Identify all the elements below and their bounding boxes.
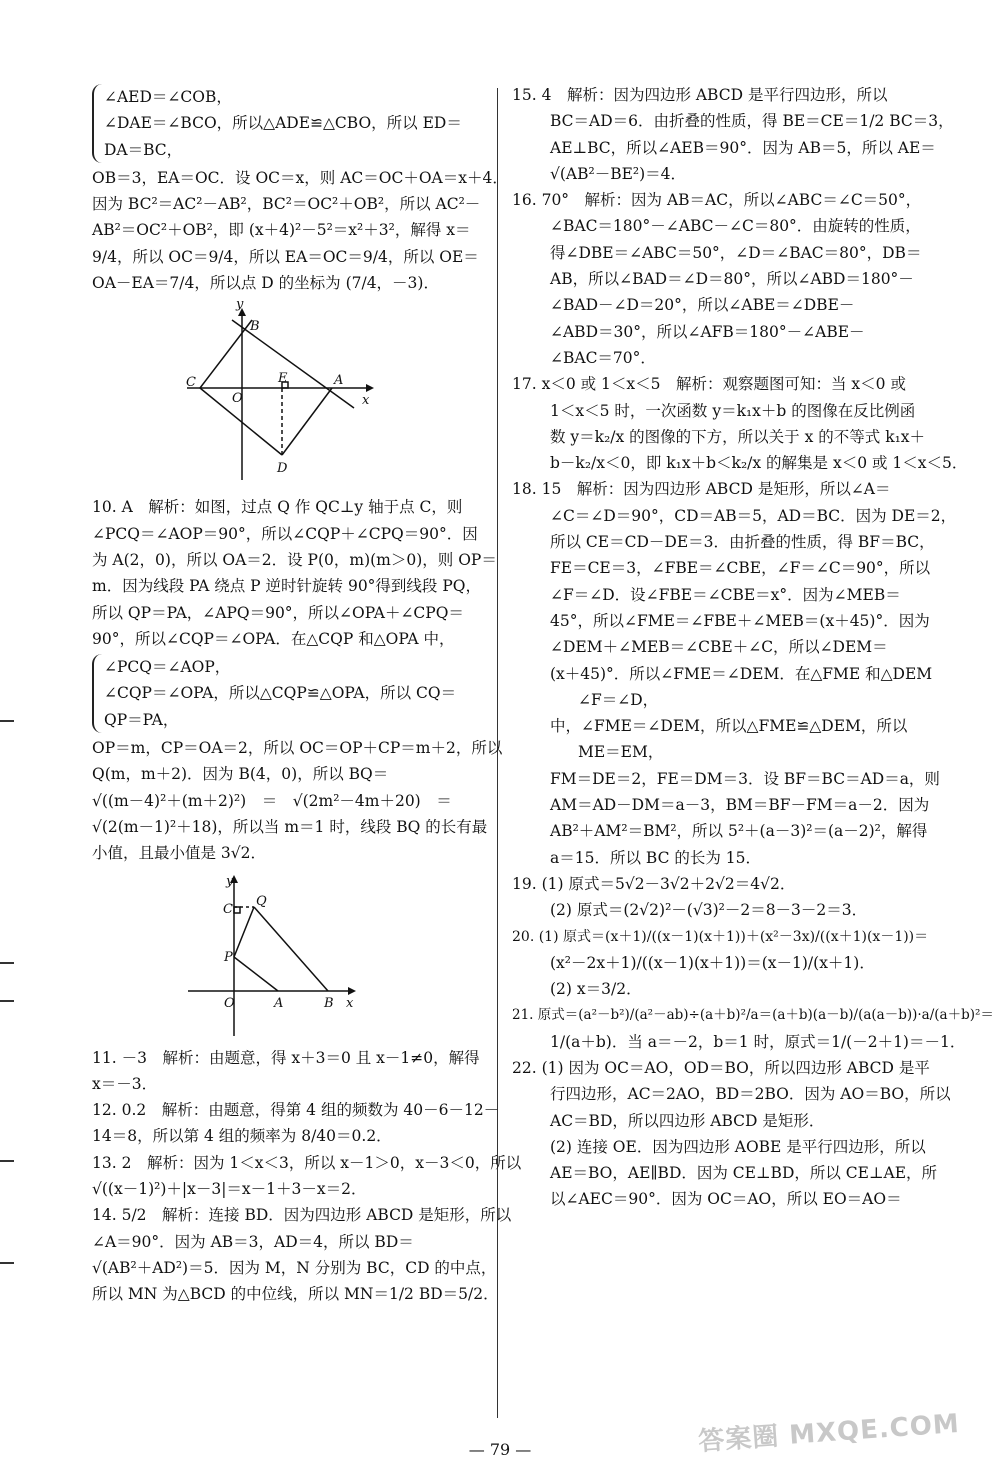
label-E: E xyxy=(278,371,288,387)
watermark: 答案圈 MXQE.COM xyxy=(697,1408,961,1458)
label-B: B xyxy=(324,995,334,1011)
label-C: C xyxy=(223,901,233,917)
text-line: AE＝BO，AE∥BD．因为 CE⊥BD，所以 CE⊥AE，所 xyxy=(550,1164,938,1183)
text-line: BC＝AD＝6．由折叠的性质，得 BE＝CE＝1/2 BC＝3， xyxy=(550,112,954,131)
text-line: 以∠AEC＝90°．因为 OC＝AO，所以 EO＝AO＝ xyxy=(550,1190,902,1209)
text-line: 90°，所以∠CQP＝∠OPA．在△CQP 和△OPA 中， xyxy=(92,629,455,648)
question-14-line: 14. 5/2 解析：连接 BD．因为四边形 ABCD 是矩形，所以 xyxy=(92,1206,512,1225)
label-x: x xyxy=(362,393,370,409)
text-line: ∠DAE＝∠BCO，所以△ADE≌△CBO，所以 ED＝ xyxy=(104,114,462,133)
segment-DA xyxy=(282,388,332,455)
text-line: 数 y＝k₂/x 的图像的下方，所以关于 x 的不等式 k₁x＋ xyxy=(550,427,926,446)
question-10-line: 10. A 解析：如图，过点 Q 作 QC⊥y 轴于点 C，则 xyxy=(92,498,463,517)
text-line: ∠ABD＝30°，所以∠AFB＝180°－∠ABE－ xyxy=(550,322,865,341)
text-line: 1＜x＜5 时，一次函数 y＝k₁x＋b 的图像在反比例函 xyxy=(550,401,916,420)
text-line: Q(m，m＋2)．因为 B(4，0)，所以 BQ＝ xyxy=(92,765,389,784)
label-y: y xyxy=(226,873,234,889)
segment-PA xyxy=(234,957,278,991)
question-12-line: 12. 0.2 解析：由题意，得第 4 组的频数为 40－6－12－ xyxy=(92,1101,500,1120)
text-line: ∠DEM＋∠MEB＝∠CBE＋∠C，所以∠DEM＝ xyxy=(550,638,888,657)
text-line: ∠CQP＝∠OPA，所以△CQP≌△OPA，所以 CQ＝ xyxy=(104,684,457,703)
text-line: QP＝PA， xyxy=(104,710,179,729)
text-line: 得∠DBE＝∠ABC＝50°，∠D＝∠BAC＝80°，DB＝ xyxy=(550,243,922,262)
figure-coordinate-diagram-2 xyxy=(92,871,484,1041)
segment-QB xyxy=(254,907,328,991)
text-line: (2) 连接 OE．因为四边形 AOBE 是平行四边形，所以 xyxy=(550,1137,926,1156)
text-line: ∠F＝∠D．设∠FBE＝∠CBE＝x°．因为∠MEB＝ xyxy=(550,585,901,604)
text-line: 9/4，所以 OC＝9/4，所以 EA＝OC＝9/4，所以 OE＝ xyxy=(92,247,479,266)
question-11-line: 11. －3 解析：由题意，得 x＋3＝0 且 x－1≠0，解得 xyxy=(92,1048,480,1067)
margin-mark xyxy=(0,720,14,722)
text-line: FE＝CE＝3，∠FBE＝∠CBE，∠F＝∠C＝90°，所以 xyxy=(550,559,931,578)
label-O: O xyxy=(232,391,243,407)
text-line: OP＝m，CP＝OA＝2，所以 OC＝OP＋CP＝m＋2，所以 xyxy=(92,739,503,758)
text-line: ∠BAC＝180°－∠ABC－∠C＝80°．由旋转的性质， xyxy=(550,217,921,236)
text-line: ∠BAC＝70°． xyxy=(550,348,656,367)
left-column xyxy=(92,82,522,1308)
label-A: A xyxy=(334,373,344,389)
margin-mark xyxy=(0,1262,14,1264)
text-line: √(AB²－BE²)＝4． xyxy=(550,164,687,183)
text-line: FM＝DE＝2，FE＝DM＝3．设 BF＝BC＝AD＝a，则 xyxy=(550,769,940,788)
label-P: P xyxy=(224,949,233,965)
x-axis-arrow xyxy=(366,384,374,392)
congruence-brace-1 xyxy=(92,84,484,163)
x-axis-arrow xyxy=(348,987,356,995)
margin-mark xyxy=(0,1160,14,1162)
margin-mark xyxy=(0,962,14,964)
text-line: AE⊥BC，所以∠AEB＝90°．因为 AB＝5，所以 AE＝ xyxy=(550,138,936,157)
question-20-line: 20. (1) 原式＝(x＋1)/((x－1)(x＋1))＋(x²－3x)/((x＋1)(x－1))＝ xyxy=(512,928,929,945)
label-A: A xyxy=(274,995,284,1011)
text-line: 所以 MN 为△BCD 的中位线，所以 MN＝1/2 BD＝5/2． xyxy=(92,1285,499,1304)
text-line: x＝－3． xyxy=(92,1074,158,1093)
label-B: B xyxy=(250,319,260,335)
text-line: 所以 CE＝CD－DE＝3．由折叠的性质，得 BF＝BC， xyxy=(550,533,935,552)
question-15-line: 15. 4 解析：因为四边形 ABCD 是平行四边形，所以 xyxy=(512,86,888,104)
label-D: D xyxy=(277,461,288,477)
text-line: ∠PCQ＝∠AOP＝90°，所以∠CQP＋∠CPQ＝90°．因 xyxy=(92,524,478,543)
text-line: √((m－4)²＋(m＋2)²) ＝ √(2m²－4m＋20) ＝ xyxy=(92,791,452,810)
label-Q: Q xyxy=(256,893,267,909)
text-line: ∠PCQ＝∠AOP， xyxy=(104,658,231,677)
question-22-line: 22. (1) 因为 OC＝AO，OD＝BO，所以四边形 ABCD 是平 xyxy=(512,1058,930,1077)
text-line: √(2(m－1)²＋18)，所以当 m＝1 时，线段 BQ 的长有最 xyxy=(92,817,488,836)
text-line: a＝15．所以 BC 的长为 15． xyxy=(550,848,762,867)
question-21-line: 21. 原式＝(a²－b²)/(a²－ab)÷(a＋b)²/a＝(a＋b)(a－b)/(a(a－b))·a/(a＋b)²＝ xyxy=(512,1007,994,1024)
text-line: ∠F＝∠D， xyxy=(578,690,659,709)
text-line: 行四边形，AC＝2AO，BD＝2BO．因为 AO＝BO，所以 xyxy=(550,1085,951,1104)
text-line: b－k₂/x＜0，即 k₁x＋b＜k₂/x 的解集是 x＜0 或 1＜x＜5． xyxy=(550,454,968,473)
text-line: 14＝8，所以第 4 组的频率为 8/40＝0.2． xyxy=(92,1127,392,1146)
label-x: x xyxy=(346,995,354,1011)
text-line: ∠A＝90°．因为 AB＝3，AD＝4，所以 BD＝ xyxy=(92,1232,414,1251)
text-line: OB＝3，EA＝OC．设 OC＝x，则 AC＝OC＋OA＝x＋4． xyxy=(92,168,508,187)
text-line: ∠C＝∠D＝90°，CD＝AB＝5，AD＝BC．因为 DE＝2， xyxy=(550,506,957,525)
question-18-line: 18. 15 解析：因为四边形 ABCD 是矩形，所以∠A＝ xyxy=(512,480,891,499)
page-number: — 79 — xyxy=(468,1440,532,1459)
text-line: DA＝BC， xyxy=(104,140,183,159)
text-line: 所以 QP＝PA，∠APQ＝90°，所以∠OPA＋∠CPQ＝ xyxy=(92,603,464,622)
text-line: 因为 BC²＝AC²－AB²，BC²＝OC²＋OB²，所以 AC²－ xyxy=(92,195,481,214)
text-line: (2) 原式＝(2√2)²－(√3)²－2＝8－3－2＝3． xyxy=(550,901,868,920)
question-16-line: 16. 70° 解析：因为 AB＝AC，所以∠ABC＝∠C＝50°， xyxy=(512,191,922,210)
text-line: AB²＋AM²＝BM²，所以 5²＋(a－3)²＝(a－2)²，解得 xyxy=(550,822,928,841)
text-line: √(AB²＋AD²)＝5．因为 M，N 分别为 BC，CD 的中点， xyxy=(92,1258,497,1277)
text-line: ∠AED＝∠COB， xyxy=(104,88,232,106)
text-line: AB²＝OC²＋OB²，即 (x＋4)²－5²＝x²＋3²，解得 x＝ xyxy=(92,221,471,240)
text-line: 小值，且最小值是 3√2． xyxy=(92,844,267,863)
label-y: y xyxy=(236,297,244,313)
text-line: AM＝AD－DM＝a－3，BM＝BF－FM＝a－2．因为 xyxy=(550,796,930,815)
text-line: √((x－1)²)＋|x－3|＝x－1＋3－x＝2． xyxy=(92,1180,367,1199)
text-line: 45°，所以∠FME＝∠FBE＋∠MEB＝(x＋45)°．因为 xyxy=(550,611,930,630)
label-O: O xyxy=(224,995,235,1011)
right-column xyxy=(512,82,994,1213)
margin-mark xyxy=(0,1000,14,1002)
text-line: (x²－2x＋1)/((x－1)(x＋1))＝(x－1)/(x＋1)． xyxy=(550,953,875,972)
question-13-line: 13. 2 解析：因为 1＜x＜3，所以 x－1＞0，x－3＜0，所以 xyxy=(92,1153,522,1172)
question-17-line: 17. x＜0 或 1＜x＜5 解析：观察题图可知：当 x＜0 或 xyxy=(512,375,906,394)
text-line: OA－EA＝7/4，所以点 D 的坐标为 (7/4，－3)． xyxy=(92,274,439,293)
text-line: AB，所以∠BAD＝∠D＝80°，所以∠ABD＝180°－ xyxy=(550,270,914,289)
text-line: m．因为线段 PA 绕点 P 逆时针旋转 90°得到线段 PQ， xyxy=(92,577,481,596)
text-line: 1/(a＋b)．当 a＝－2，b＝1 时，原式＝1/(－2＋1)＝－1． xyxy=(550,1032,966,1051)
text-line: ME＝EM， xyxy=(578,743,664,762)
text-line: AC＝BD，所以四边形 ABCD 是矩形． xyxy=(550,1111,825,1130)
text-line: (2) x＝3/2． xyxy=(550,980,642,999)
congruence-brace-2 xyxy=(92,654,484,733)
text-line: ∠BAD－∠D＝20°，所以∠ABE＝∠DBE－ xyxy=(550,296,855,315)
text-line: 中，∠FME＝∠DEM，所以△FME≌△DEM，所以 xyxy=(550,717,908,736)
question-19-line: 19. (1) 原式＝5√2－3√2＋2√2＝4√2． xyxy=(512,874,796,893)
segment-PQ xyxy=(234,907,254,957)
figure-coordinate-diagram-1 xyxy=(92,297,484,490)
label-C: C xyxy=(186,375,196,391)
text-line: 为 A(2，0)，所以 OA＝2．设 P(0，m)(m＞0)，则 OP＝ xyxy=(92,550,497,569)
text-line: (x＋45)°．所以∠FME＝∠DEM．在△FME 和△DEM xyxy=(550,664,933,683)
segment-CB xyxy=(200,320,252,388)
right-angle-mark xyxy=(234,907,240,913)
